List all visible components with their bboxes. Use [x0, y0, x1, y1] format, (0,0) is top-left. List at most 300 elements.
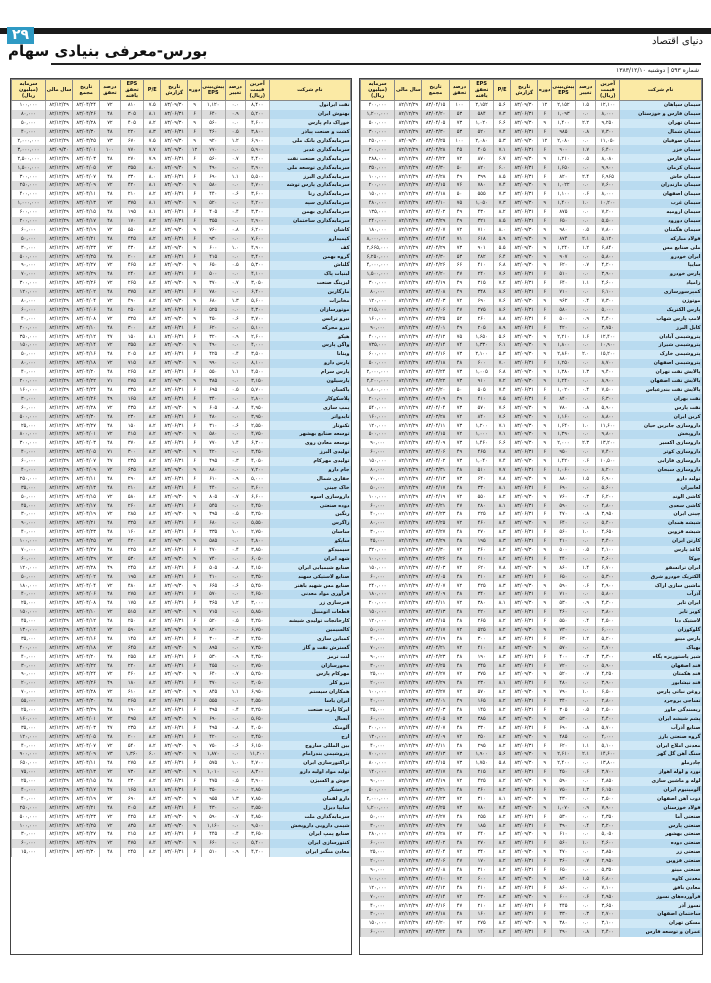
- table-cell: ۰.۵: [225, 617, 245, 626]
- table-cell: ۸۳/۰۴/۳۰: [73, 412, 100, 421]
- table-cell: ۸۳/۰۴/۲۶: [73, 679, 100, 688]
- table-cell: ۶۹۰: [120, 794, 144, 803]
- table-cell: ۲۰,۰۰۰: [361, 857, 395, 866]
- table-cell: ۶.۴: [494, 252, 511, 261]
- company-name-cell: آذرآب: [620, 590, 702, 599]
- table-cell: ۸۳/۰۴/۲۴: [73, 101, 100, 110]
- table-cell: ۵۸۰: [201, 181, 225, 190]
- table-cell: ۶: [188, 706, 202, 715]
- company-name-cell: پالایش نفت تهران: [620, 368, 702, 377]
- table-cell: ۴۹: [449, 448, 469, 457]
- table-cell: ۷۲: [100, 643, 120, 652]
- table-cell: ۳۴۵: [470, 661, 494, 670]
- table-cell: ۹: [538, 874, 552, 883]
- table-cell: ۸.۲: [144, 412, 161, 421]
- table-cell: ۸۲/۱۲/۲۹: [395, 732, 422, 741]
- table-cell: ۸.۲: [144, 466, 161, 475]
- table-cell: ۸۳/۰۹/۳۰: [161, 145, 188, 154]
- table-cell: ۹,۵۰۰: [245, 821, 269, 830]
- table-cell: ۸.۰: [144, 172, 161, 181]
- table-cell: ۸۳/۰۹/۳۰: [511, 563, 538, 572]
- table-cell: ۸۳/۰۴/۱۹: [73, 510, 100, 519]
- table-row: [12, 323, 351, 332]
- table-cell: ۸۳/۰۴/۲۸: [73, 119, 100, 128]
- table-cell: ۶۰,۰۰۰: [12, 457, 46, 466]
- table-cell: ۸۲/۱۲/۲۹: [395, 892, 422, 901]
- table-cell: ۸۳/۰۴/۲۶: [73, 110, 100, 119]
- table-cell: ۵,۲۰۰: [596, 634, 620, 643]
- table-cell: ۰.۶: [575, 768, 595, 777]
- table-cell: ۳۰,۰۰۰: [12, 830, 46, 839]
- table-cell: ۹۰,۰۰۰: [361, 652, 395, 661]
- table-cell: ۵۵۵: [470, 190, 494, 199]
- table-cell: ۸۳/۰۴/۲۹: [422, 679, 449, 688]
- table-row: [361, 501, 702, 510]
- company-name-cell: چینی ایران: [620, 510, 702, 519]
- table-cell: ۱۷۵: [120, 599, 144, 608]
- table-cell: ۳۵۰: [201, 786, 225, 795]
- table-cell: ۶۹۵: [201, 386, 225, 395]
- table-cell: ۸۳/۰۴/۱۸: [422, 190, 449, 199]
- table-cell: ۰.۰: [225, 590, 245, 599]
- table-cell: ۴۸: [100, 217, 120, 226]
- table-cell: ۷۲: [100, 839, 120, 848]
- table-cell: ۰.۰: [575, 110, 595, 119]
- table-cell: ۶۰۰: [551, 892, 575, 901]
- table-cell: ۸.۲: [494, 812, 511, 821]
- table-cell: ۷۲: [449, 670, 469, 679]
- table-cell: ۵۷۰: [470, 403, 494, 412]
- table-cell: ۸.۳: [494, 830, 511, 839]
- table-row: [12, 225, 351, 234]
- table-cell: ۳,۹۵۰: [245, 412, 269, 421]
- table-cell: ۸.۲: [144, 617, 161, 626]
- table-cell: ۸۳/۰۹/۳۰: [511, 874, 538, 883]
- table-cell: ۸۳/۰۶/۳۱: [511, 741, 538, 750]
- table-cell: ۴۰۵: [201, 208, 225, 217]
- table-cell: ۳۰,۰۰۰: [361, 910, 395, 919]
- table-cell: ۲۵۰,۰۰۰: [12, 474, 46, 483]
- table-cell: ۰.۸: [225, 403, 245, 412]
- table-cell: ۵۰۰,۰۰۰: [12, 252, 46, 261]
- table-cell: ۴۸: [100, 154, 120, 163]
- table-cell: ۸۳/۰۶/۳۱: [511, 466, 538, 475]
- table-cell: ۱۵۰,۰۰۰: [361, 190, 395, 199]
- table-cell: ۸۳/۰۴/۱۷: [73, 217, 100, 226]
- table-cell: ۷۳: [449, 759, 469, 768]
- table-row: [12, 848, 351, 857]
- table-cell: ۸۲/۱۲/۲۹: [46, 163, 73, 172]
- table-cell: ۸۳/۰۴/۲۲: [422, 377, 449, 386]
- table-cell: ۷۳: [449, 439, 469, 448]
- table-cell: ۵,۷۰۰: [596, 723, 620, 732]
- table-cell: ۶۴۰: [201, 110, 225, 119]
- table-cell: ۸۳/۰۴/۰۷: [422, 225, 449, 234]
- table-cell: ۵۲۵: [201, 305, 225, 314]
- table-cell: ۲۷۰: [470, 839, 494, 848]
- table-row: [12, 288, 351, 297]
- table-cell: ۸۲/۱۲/۲۹: [46, 679, 73, 688]
- table-cell: ۹۰,۰۰۰: [12, 519, 46, 528]
- table-cell: ۸۲/۱۲/۲۹: [395, 368, 422, 377]
- table-cell: ۸۳/۰۹/۳۰: [511, 830, 538, 839]
- company-name-cell: سنگ آهن گل گهر: [620, 750, 702, 759]
- table-cell: ۱.۰: [575, 839, 595, 848]
- table-cell: ۴,۰۰۰: [596, 732, 620, 741]
- company-name-cell: موتورسازان: [269, 305, 350, 314]
- table-cell: ۸۱۰: [120, 101, 144, 110]
- table-cell: ۸۳/۰۶/۳۱: [161, 572, 188, 581]
- table-cell: ۱.۵: [575, 874, 595, 883]
- column-header: سرمایه (میلیون ریال): [12, 80, 46, 101]
- table-cell: ۸۳/۰۴/۱۳: [73, 483, 100, 492]
- table-cell: ۸۳/۰۶/۳۱: [161, 634, 188, 643]
- table-cell: ۵۵۰: [470, 492, 494, 501]
- table-row: [361, 892, 702, 901]
- table-cell: ۸.۲: [144, 563, 161, 572]
- table-row: [361, 305, 702, 314]
- table-cell: ۸۳/۰۶/۳۱: [161, 590, 188, 599]
- table-cell: ۱,۴۲۰: [551, 457, 575, 466]
- table-cell: ۸۲/۱۲/۲۹: [46, 839, 73, 848]
- table-cell: ۴۰,۰۰۰: [361, 741, 395, 750]
- table-cell: ۰.۰: [575, 590, 595, 599]
- table-cell: ۰.۰: [575, 519, 595, 528]
- table-cell: ۲۵,۰۰۰: [12, 706, 46, 715]
- table-cell: ۸۳/۰۶/۳۱: [161, 386, 188, 395]
- table-cell: ۱,۸۷۰: [201, 750, 225, 759]
- table-row: [361, 617, 702, 626]
- table-cell: ۵۶۰: [201, 154, 225, 163]
- table-cell: ۳۱۰: [470, 572, 494, 581]
- table-cell: ۸۳/۰۴/۰۹: [73, 750, 100, 759]
- table-cell: ۸۳/۰۴/۱۰: [73, 323, 100, 332]
- table-cell: ۳۷۰: [201, 679, 225, 688]
- table-row: [12, 217, 351, 226]
- company-name-cell: پتروشیمی خارک: [620, 350, 702, 359]
- table-cell: ۴۸: [100, 288, 120, 297]
- table-cell: ۴,۱۵۰: [245, 563, 269, 572]
- table-cell: ۷,۳۰۰: [596, 297, 620, 306]
- table-cell: ۸۲/۱۲/۲۹: [395, 554, 422, 563]
- company-name-cell: داروسازی اسوه: [269, 492, 350, 501]
- table-cell: ۷.۶: [494, 403, 511, 412]
- table-cell: ۸۳/۰۶/۳۱: [511, 572, 538, 581]
- table-cell: ۹: [188, 750, 202, 759]
- table-cell: ۸,۴۰۰: [245, 101, 269, 110]
- table-row: [12, 546, 351, 555]
- table-row: [361, 732, 702, 741]
- table-cell: ۶۴۰: [201, 670, 225, 679]
- table-cell: ۲۵۰,۰۰۰: [12, 803, 46, 812]
- table-cell: ۸۳/۰۹/۳۰: [161, 297, 188, 306]
- table-cell: ۱۰۰,۰۰۰: [361, 554, 395, 563]
- table-cell: ۸۳/۰۶/۳۱: [511, 928, 538, 937]
- table-row: [361, 563, 702, 572]
- table-cell: ۹۰,۰۰۰: [12, 261, 46, 270]
- table-cell: ۱۵۰,۰۰۰: [361, 457, 395, 466]
- table-cell: ۴۱۰: [551, 537, 575, 546]
- table-cell: ۰.۰: [225, 608, 245, 617]
- table-cell: ۸۸۰: [201, 466, 225, 475]
- table-cell: ۷۳: [449, 803, 469, 812]
- table-cell: ۵۰۰,۰۰۰: [361, 359, 395, 368]
- table-cell: ۸.۲: [144, 848, 161, 857]
- table-cell: ۸۲/۱۲/۲۹: [46, 448, 73, 457]
- table-row: [361, 110, 702, 119]
- table-cell: ۸۲/۱۲/۲۹: [46, 305, 73, 314]
- table-cell: ۸۳/۰۶/۳۱: [161, 172, 188, 181]
- right-table-panel: [359, 78, 703, 955]
- table-cell: ۱,۳۶۰: [120, 750, 144, 759]
- company-name-cell: تایدواتر: [269, 412, 350, 421]
- table-cell: ۱۲: [538, 137, 552, 146]
- table-cell: ۸,۷۰۰: [596, 359, 620, 368]
- table-cell: ۸.۴: [494, 510, 511, 519]
- issue-line: شماره ۵۹۳ | دوشنبه ۱۳۸۳/۱۲/۱۰: [616, 67, 699, 74]
- table-cell: ۷۷۰: [201, 439, 225, 448]
- table-cell: ۸۲/۱۲/۲۹: [46, 830, 73, 839]
- table-cell: ۲,۱۵۲: [470, 101, 494, 110]
- table-cell: ۸.۲: [144, 368, 161, 377]
- table-cell: ۰.۷: [225, 812, 245, 821]
- table-cell: ۱.۱: [575, 279, 595, 288]
- table-cell: ۸۲/۱۲/۲۹: [46, 172, 73, 181]
- table-cell: ۸۳/۰۶/۳۱: [511, 839, 538, 848]
- table-cell: ۲۳۵: [120, 457, 144, 466]
- table-cell: ۵۲۰: [201, 199, 225, 208]
- table-cell: ۸۳/۰۹/۳۰: [395, 137, 422, 146]
- table-cell: ۸۳/۰۹/۳۰: [511, 474, 538, 483]
- table-cell: ۵۰,۰۰۰: [361, 483, 395, 492]
- table-cell: ۳۳۰: [551, 910, 575, 919]
- table-cell: ۸۳/۰۶/۳۱: [161, 501, 188, 510]
- table-cell: ۹: [538, 519, 552, 528]
- table-cell: ۸.۲: [144, 394, 161, 403]
- table-cell: ۸۳/۰۴/۲۷: [422, 528, 449, 537]
- table-cell: ۷۲: [100, 243, 120, 252]
- table-cell: ۷۲: [100, 626, 120, 635]
- company-name-cell: آبسال: [269, 714, 350, 723]
- table-cell: ۴۴۰: [551, 554, 575, 563]
- table-cell: ۴,۸۵۰: [245, 812, 269, 821]
- table-cell: ۱.۵: [575, 474, 595, 483]
- table-cell: ۱۰۰,۰۰۰: [361, 688, 395, 697]
- table-cell: ۸۲/۱۲/۲۹: [46, 225, 73, 234]
- table-cell: ۴۸: [449, 706, 469, 715]
- table-cell: ۰.۰: [225, 341, 245, 350]
- table-cell: ۸.۳: [494, 714, 511, 723]
- table-cell: ۲۵۰: [120, 617, 144, 626]
- table-cell: ۸۳/۰۶/۳۱: [161, 652, 188, 661]
- table-cell: ۷۳: [449, 377, 469, 386]
- table-cell: ۸۳/۰۴/۲۸: [73, 688, 100, 697]
- table-cell: ۰.۹: [225, 332, 245, 341]
- table-cell: ۳,۱۵۰: [245, 377, 269, 386]
- table-cell: ۳,۳۵۰: [245, 572, 269, 581]
- table-cell: ۹: [538, 563, 552, 572]
- table-cell: ۴۸: [100, 706, 120, 715]
- table-cell: ۸۳/۰۴/۰۹: [73, 181, 100, 190]
- table-cell: ۶۰۰,۰۰۰: [12, 208, 46, 217]
- table-cell: ۸.۲: [144, 252, 161, 261]
- table-cell: ۸۳/۰۴/۰۳: [422, 706, 449, 715]
- table-cell: ۸۲/۱۲/۲۹: [395, 599, 422, 608]
- table-cell: ۷,۱۰۰: [596, 883, 620, 892]
- table-cell: ۸۲/۱۲/۲۹: [46, 154, 73, 163]
- table-cell: ۸۲/۱۲/۲۹: [395, 359, 422, 368]
- table-cell: ۴۸: [449, 839, 469, 848]
- table-cell: ۳۶۰: [470, 786, 494, 795]
- table-cell: ۸۳/۰۴/۲۵: [422, 519, 449, 528]
- table-cell: ۷۲: [449, 848, 469, 857]
- table-cell: ۲۵,۰۰۰: [12, 599, 46, 608]
- table-cell: ۸۳/۰۶/۳۱: [511, 359, 538, 368]
- table-cell: ۷۵: [449, 199, 469, 208]
- table-cell: ۳۳۰: [470, 723, 494, 732]
- table-cell: ۹: [188, 243, 202, 252]
- table-cell: ۹۹۰: [201, 359, 225, 368]
- table-cell: ۹: [538, 492, 552, 501]
- table-cell: ۷۱۰: [551, 288, 575, 297]
- table-cell: ۸۳/۰۴/۱۷: [73, 501, 100, 510]
- table-cell: ۲۴۵: [120, 563, 144, 572]
- table-cell: ۲۲۰: [470, 608, 494, 617]
- table-cell: ۰.۰: [225, 394, 245, 403]
- table-cell: ۷۲: [100, 670, 120, 679]
- table-cell: ۸۳/۰۴/۲۵: [73, 537, 100, 546]
- table-cell: ۸۳/۰۶/۳۱: [161, 350, 188, 359]
- table-cell: ۸۲/۱۲/۲۹: [46, 768, 73, 777]
- table-cell: ۱۴۰,۰۰۰: [361, 768, 395, 777]
- table-cell: ۸۰,۰۰۰: [361, 519, 395, 528]
- column-header: نام شرکت: [620, 80, 702, 101]
- table-cell: ۸.۶: [494, 305, 511, 314]
- company-name-cell: لنت ترمز: [269, 652, 350, 661]
- table-cell: ۳۰۰: [120, 323, 144, 332]
- company-name-cell: سرمایه‌گذاری البرز: [269, 172, 350, 181]
- table-cell: ۴۰۰,۰۰۰: [361, 332, 395, 341]
- table-row: [361, 634, 702, 643]
- table-row: [12, 421, 351, 430]
- table-cell: ۸۳/۰۶/۳۱: [161, 759, 188, 768]
- table-cell: ۷.۶: [494, 270, 511, 279]
- table-cell: ۸۳/۰۶/۳۱: [511, 608, 538, 617]
- table-cell: ۱۰,۲۰۰: [596, 199, 620, 208]
- table-cell: ۶,۴۰۰: [245, 288, 269, 297]
- table-row: [12, 403, 351, 412]
- table-cell: ۸۳/۰۹/۳۰: [161, 794, 188, 803]
- table-cell: ۹,۲۵۰: [596, 119, 620, 128]
- table-cell: ۸۲/۱۲/۲۹: [46, 234, 73, 243]
- table-cell: ۱۴۵: [120, 634, 144, 643]
- table-cell: ۹: [538, 243, 552, 252]
- table-row: [12, 350, 351, 359]
- table-cell: ۷۸۰: [470, 803, 494, 812]
- company-name-cell: صنایع پمپ ایران: [269, 830, 350, 839]
- table-cell: ۶,۰۵۰: [245, 554, 269, 563]
- table-cell: ۸۳/۰۹/۳۰: [161, 670, 188, 679]
- table-row: [361, 154, 702, 163]
- table-cell: ۸۳/۰۶/۳۱: [161, 323, 188, 332]
- table-cell: ۳۷۵: [120, 199, 144, 208]
- table-cell: ۱۷۰: [470, 857, 494, 866]
- table-cell: ۸۳/۰۴/۱۹: [422, 777, 449, 786]
- table-cell: ۴۸: [100, 528, 120, 537]
- table-cell: ۳۳۰: [120, 172, 144, 181]
- table-cell: ۴۶۵: [470, 448, 494, 457]
- table-cell: ۲۷۵: [470, 919, 494, 928]
- table-cell: ۸۳/۰۶/۳۱: [511, 501, 538, 510]
- table-cell: ۹: [188, 225, 202, 234]
- table-row: [12, 163, 351, 172]
- table-cell: ۹: [538, 430, 552, 439]
- table-cell: ۱.۰: [225, 528, 245, 537]
- table-cell: ۲۰۰,۰۰۰: [12, 217, 46, 226]
- table-cell: ۳,۶۰۰: [245, 190, 269, 199]
- table-row: [12, 101, 351, 110]
- table-cell: ۸۳/۰۴/۱۴: [73, 626, 100, 635]
- table-cell: ۹۸۰: [551, 225, 575, 234]
- table-row: [12, 803, 351, 812]
- table-cell: ۶: [538, 448, 552, 457]
- table-cell: ۶۰,۰۰۰: [12, 225, 46, 234]
- page-number: ۲۹: [7, 27, 34, 44]
- table-cell: ۴,۴۵۰: [245, 501, 269, 510]
- table-cell: ۸۳/۰۹/۳۰: [511, 421, 538, 430]
- company-name-cell: ساختمان اصفهان: [620, 910, 702, 919]
- company-name-cell: جوش و اکسیژن: [269, 777, 350, 786]
- table-cell: ۸۳/۰۴/۲۷: [422, 812, 449, 821]
- table-cell: ۵۱۰: [470, 466, 494, 475]
- table-cell: ۸.۲: [144, 243, 161, 252]
- table-cell: ۰.۰: [575, 714, 595, 723]
- company-name-cell: شیمی دارویی داروپخش: [269, 821, 350, 830]
- table-cell: ۴۹: [449, 394, 469, 403]
- table-cell: ۸.۲: [144, 759, 161, 768]
- table-cell: ۴۲۵: [470, 581, 494, 590]
- table-cell: ۷۰,۰۰۰: [12, 270, 46, 279]
- company-name-cell: نیرو ترانس: [269, 314, 350, 323]
- table-cell: ۱۵۰,۰۰۰: [12, 608, 46, 617]
- company-name-cell: موتوژن: [620, 297, 702, 306]
- table-cell: ۱.۴: [225, 439, 245, 448]
- table-cell: ۶: [538, 741, 552, 750]
- company-name-cell: کالسیمین: [269, 626, 350, 635]
- table-cell: ۸.۲: [494, 901, 511, 910]
- table-cell: ۸۳/۰۹/۳۰: [511, 919, 538, 928]
- table-cell: ۸۲/۱۲/۲۹: [395, 768, 422, 777]
- table-cell: ۸۳/۰۴/۰۶: [422, 857, 449, 866]
- table-cell: ۸۳/۰۴/۰۳: [73, 439, 100, 448]
- table-cell: ۸۳/۰۴/۳۰: [73, 128, 100, 137]
- company-name-cell: شهد ایران: [269, 554, 350, 563]
- company-name-cell: صنایع لاستیکی سهند: [269, 572, 350, 581]
- table-row: [361, 430, 702, 439]
- table-cell: ۴۸: [100, 208, 120, 217]
- company-name-cell: لاستیک دنا: [620, 617, 702, 626]
- table-cell: ۱۸۵: [470, 821, 494, 830]
- table-cell: ۸۲/۱۲/۲۹: [46, 412, 73, 421]
- table-cell: ۸۲/۱۲/۲۹: [46, 652, 73, 661]
- table-cell: ۸۳/۰۹/۳۰: [511, 457, 538, 466]
- table-cell: ۱,۵۰۰,۰۰۰: [361, 270, 395, 279]
- table-cell: ۸.۲: [494, 777, 511, 786]
- table-cell: ۴۸: [449, 652, 469, 661]
- table-cell: ۵,۰۰۰: [596, 305, 620, 314]
- company-name-cell: همکاران سیستم: [269, 688, 350, 697]
- table-cell: ۵.۳: [494, 137, 511, 146]
